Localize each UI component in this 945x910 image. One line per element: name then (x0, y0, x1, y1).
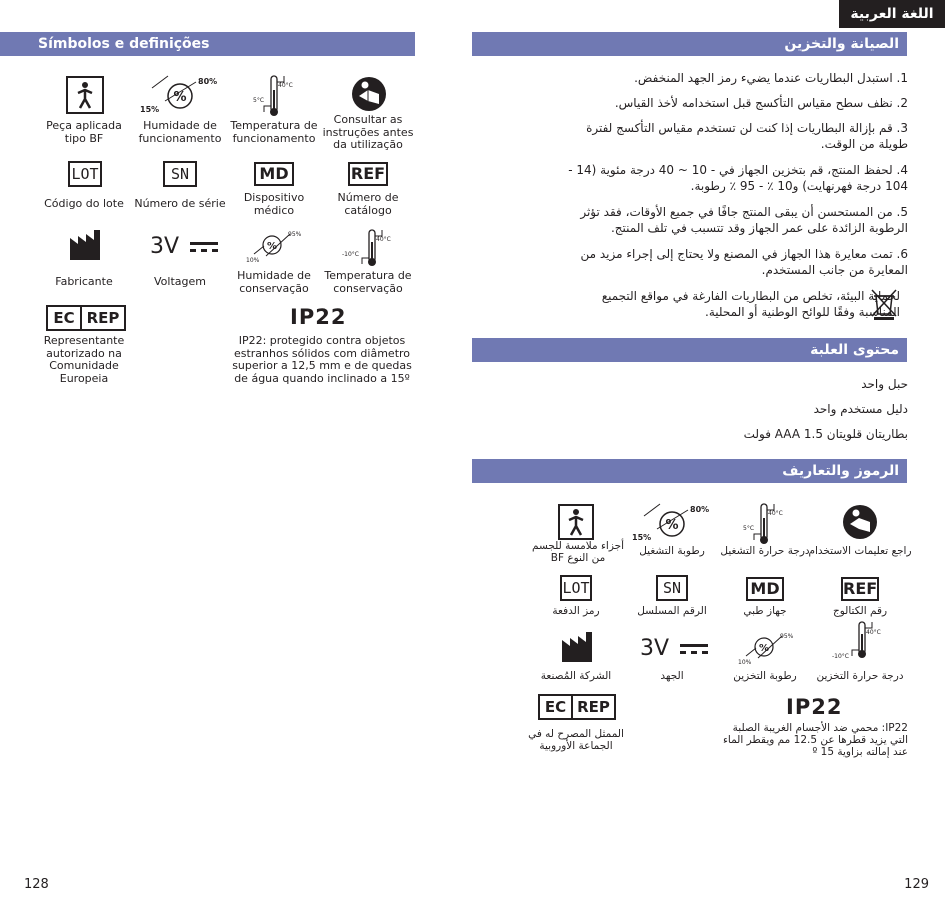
symbol-label: رطوبة التشغيل (639, 545, 705, 557)
ip22-icon: IP22 (786, 695, 843, 719)
symbol-label: Número de série (134, 197, 226, 210)
medical-device-icon: MD (254, 162, 294, 186)
symbol-label: Número de catálogo (337, 191, 399, 217)
svg-text:%: % (665, 518, 679, 533)
symbol-label: Representante autorizado na Comunidade Europeia (43, 334, 125, 385)
svg-text:40°C: 40°C (768, 510, 783, 517)
humidity-min: 15% (140, 105, 160, 114)
contents-item: حبل واحد (861, 377, 908, 391)
symbol-label: IP22: محمي ضد الأجسام الغريبة الصلبة التي يزيد قطرها عن 12.5 مم ويقطر الماء عند إمالته بزاوية 15 º (722, 722, 908, 758)
contents-item: بطاريتان قلويتان AAA 1.5 فولت (743, 427, 908, 441)
manufacturer-icon (68, 228, 102, 262)
manufacturer-icon (560, 630, 594, 664)
bf-applied-part-icon (66, 76, 104, 114)
svg-text:95%: 95% (288, 231, 302, 238)
maintenance-item: 4. لحفظ المنتج، قم بتخزين الجهاز في - 10 ~ 40 درجة مئوية (14 - 104 درجة فهرنهايت) و10 ٪ - 95 ٪ رطوبة. (568, 163, 908, 193)
svg-text:10%: 10% (738, 659, 752, 666)
symbol-label: راجع تعليمات الاستخدام (808, 545, 912, 557)
operating-temperature-icon (740, 502, 790, 546)
storage-humidity-icon (244, 228, 304, 264)
svg-text:%: % (266, 241, 278, 252)
symbol-label: Voltagem (154, 275, 206, 288)
section-title-contents: محتوى العلبة (472, 338, 907, 362)
right-page (472, 0, 945, 910)
weee-text: لحماية البيئة، تخلص من البطاريات الفارغة في مواقع التجميع المناسبة وفقًا للوائح الوطنية أو المحلية. (601, 289, 900, 319)
symbol-label: الرقم المسلسل (637, 605, 707, 617)
lot-icon: LOT (68, 161, 102, 187)
svg-text:%: % (173, 90, 187, 105)
catalog-number-icon: REF (348, 162, 388, 186)
operating-humidity-icon (630, 502, 712, 544)
medical-device-icon: MD (746, 577, 784, 601)
symbol-label: أجزاء ملامسة للجسم من النوع BF (531, 540, 625, 564)
svg-text:%: % (758, 643, 770, 654)
voltage-icon: 3V (150, 234, 218, 259)
storage-temperature-icon (340, 228, 400, 268)
consult-instructions-icon (351, 76, 387, 112)
humidity-max: 80% (198, 77, 218, 86)
symbol-label: Consultar as instruções antes da utilização (322, 113, 414, 151)
serial-number-icon: SN (656, 575, 688, 601)
catalog-number-icon: REF (841, 577, 879, 601)
ec-rep-icon: EC REP (538, 694, 616, 720)
symbol-label: الممثل المصرح له في الجماعة الأوروبية (528, 728, 624, 752)
symbol-label: رمز الدفعة (552, 605, 600, 617)
maintenance-item: 2. نظف سطح مقياس التأكسج قبل استخدامه لأخذ القياس. (614, 96, 908, 110)
symbol-label: الشركة المُصنعة (540, 670, 612, 682)
serial-number-icon: SN (163, 161, 197, 187)
svg-text:80%: 80% (690, 505, 710, 514)
section-title-symbols: Símbolos e definições (0, 32, 415, 56)
maintenance-item: 5. من المستحسن أن يبقى المنتج جافًا في جميع الأوقات، فقد تؤثر الرطوبة الزائدة على عمر الجهاز وقد تتسبب في تلف المنتج. (580, 205, 908, 235)
symbol-label: Dispositivo médico (243, 191, 305, 217)
svg-text:40°C: 40°C (866, 629, 881, 636)
svg-text:-10°C: -10°C (832, 653, 849, 660)
page-number: 128 (24, 877, 49, 892)
symbol-label: Temperatura de funcionamento (230, 119, 318, 145)
operating-temperature-icon (250, 74, 300, 118)
symbol-label: Temperatura de conservação (324, 269, 412, 295)
symbol-label: IP22: protegido contra objetos estranhos sólidos com diâmetro superior a 12,5 mm e de quedas de água quando inclinado a 15º (232, 334, 412, 385)
svg-text:40°C: 40°C (376, 236, 391, 243)
maintenance-item: 3. قم بإزالة البطاريات إذا كنت لن تستخدم مقياس التأكسج لفترة طويلة من الوقت. (586, 121, 908, 151)
storage-humidity-icon (736, 630, 796, 666)
section-title-maintenance: الصيانة والتخزين (472, 32, 907, 56)
symbol-label: رطوبة التخزين (733, 670, 797, 682)
symbol-label: رقم الكتالوج (832, 605, 888, 617)
svg-text:-10°C: -10°C (342, 251, 359, 258)
ip22-icon: IP22 (290, 305, 347, 329)
maintenance-item: 6. تمت معايرة هذا الجهاز في المصنع ولا يحتاج إلى إجراء مزيد من المعايرة من جانب المستخدم. (580, 247, 908, 277)
symbol-label: جهاز طبي (743, 605, 787, 617)
symbol-label: Fabricante (55, 275, 113, 288)
svg-text:15%: 15% (632, 533, 652, 542)
contents-item: دليل مستخدم واحد (813, 402, 908, 416)
operating-humidity-icon (138, 74, 220, 116)
svg-text:10%: 10% (246, 257, 260, 264)
language-tab: اللغة العربية (839, 0, 945, 28)
maintenance-item: 1. استبدل البطاريات عندما يضيء رمز الجهد المنخفض. (634, 71, 908, 85)
ec-rep-icon: EC REP (46, 305, 126, 331)
symbol-label: Peça aplicada tipo BF (46, 119, 122, 145)
symbol-label: Humidade de conservação (237, 269, 311, 295)
svg-text:95%: 95% (780, 633, 794, 640)
symbol-label: Humidade de funcionamento (138, 119, 222, 145)
symbol-label: Código do lote (44, 197, 124, 210)
svg-text:5°C: 5°C (743, 525, 755, 532)
voltage-icon: 3V (640, 636, 708, 661)
svg-text:5°C: 5°C (253, 97, 265, 104)
consult-instructions-icon (842, 504, 878, 540)
symbol-label: درجة حرارة التشغيل (720, 545, 810, 557)
lot-icon: LOT (560, 575, 592, 601)
left-page (0, 0, 472, 910)
symbol-label: الجهد (660, 670, 684, 682)
bf-applied-part-icon (558, 504, 594, 540)
page-number: 129 (904, 877, 929, 892)
storage-temperature-icon (830, 620, 890, 664)
section-title-symbols-ar: الرموز والتعاريف (472, 459, 907, 483)
svg-text:40°C: 40°C (278, 82, 293, 89)
symbol-label: درجة حرارة التخزين (816, 670, 904, 682)
